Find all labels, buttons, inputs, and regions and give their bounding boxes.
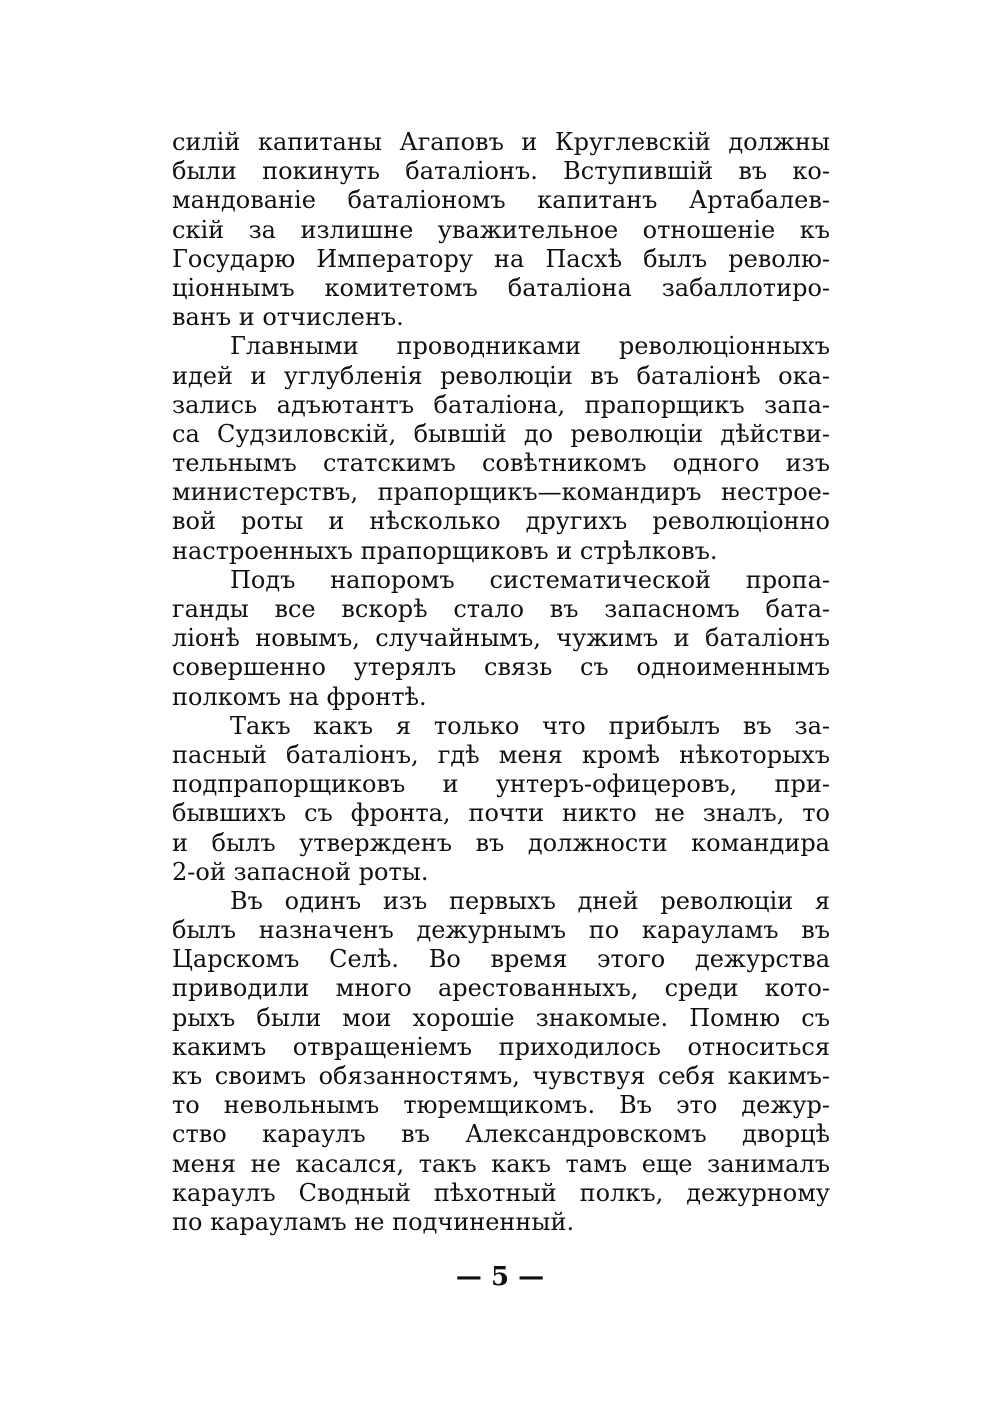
text-line: силій капитаны Агаповъ и Круглевскій должны bbox=[172, 128, 830, 156]
text-line: къ своимъ обязанностямъ, чувствуя себя какимъ- bbox=[172, 1062, 830, 1090]
text-line: рыхъ были мои хорошіе знакомые. Помню съ bbox=[172, 1003, 830, 1032]
body-text bbox=[172, 128, 830, 1237]
paragraph-start-line: Подъ напоромъ систематической пропа- bbox=[230, 565, 830, 594]
text-line: подпрапорщиковъ и унтеръ-офицеровъ, при- bbox=[172, 770, 830, 799]
text-line: меня не касался, такъ какъ тамъ еще занималъ bbox=[172, 1149, 830, 1178]
text-line: ліонѣ новымъ, случайнымъ, чужимъ и баталіонъ bbox=[172, 624, 830, 653]
text-line: караулъ Сводный пѣхотный полкъ, дежурному bbox=[172, 1178, 830, 1207]
text-line: Государю Императору на Пасхѣ былъ револю- bbox=[172, 244, 830, 273]
text-line: по карауламъ не подчиненный. bbox=[172, 1207, 575, 1236]
text-line: были покинуть баталіонъ. Вступившій въ ко- bbox=[172, 157, 830, 186]
text-line: министерствъ, прапорщикъ—командиръ нестрое- bbox=[172, 478, 830, 507]
text-line: идей и углубленія революціи въ баталіонѣ ока- bbox=[172, 361, 830, 390]
text-line: былъ назначенъ дежурнымъ по карауламъ въ bbox=[172, 916, 830, 945]
text-line: ціоннымъ комитетомъ баталіона забаллотиро- bbox=[172, 273, 830, 302]
text-line: вой роты и нѣсколько другихъ революціонно bbox=[172, 507, 830, 536]
text-line: то невольнымъ тюремщикомъ. Въ это дежур- bbox=[172, 1091, 830, 1120]
text-line: зались адъютантъ баталіона, прапорщикъ запа- bbox=[172, 390, 830, 419]
text-line: ганды все вскорѣ стало въ запасномъ бата- bbox=[172, 595, 830, 623]
text-line: бывшихъ съ фронта, почти никто не зналъ, то bbox=[172, 799, 830, 828]
text-line: ство караулъ въ Александровскомъ дворцѣ bbox=[172, 1120, 830, 1149]
paragraph-start-line: Главными проводниками революціонныхъ bbox=[230, 332, 830, 361]
paragraph-start-line: Въ одинъ изъ первыхъ дней революціи я bbox=[230, 886, 830, 915]
text-line: пасный баталіонъ, гдѣ меня кромѣ нѣкоторыхъ bbox=[172, 740, 830, 769]
text-line: са Судзиловскій, бывшій до революціи дѣйстви- bbox=[172, 419, 830, 448]
text-line: Царскомъ Селѣ. Во время этого дежурства bbox=[172, 945, 830, 974]
text-line: приводили много арестованныхъ, среди кото- bbox=[172, 974, 830, 1003]
paragraph-start-line: Такъ какъ я только что прибылъ въ за- bbox=[230, 711, 830, 740]
text-line: мандованіе баталіономъ капитанъ Артабалев- bbox=[172, 186, 830, 215]
page-number: — 5 — bbox=[455, 1262, 545, 1292]
text-line: полкомъ на фронтѣ. bbox=[172, 682, 427, 711]
text-line: какимъ отвращеніемъ приходилось относиться bbox=[172, 1032, 830, 1061]
text-line: тельнымъ статскимъ совѣтникомъ одного изъ bbox=[172, 449, 830, 478]
text-line: ванъ и отчисленъ. bbox=[172, 303, 404, 332]
text-line: и былъ утвержденъ въ должности командира bbox=[172, 828, 830, 857]
text-line: совершенно утерялъ связь съ одноименнымъ bbox=[172, 653, 830, 682]
text-line: скій за излишне уважительное отношеніе къ bbox=[172, 215, 830, 244]
text-line: 2-ой запасной роты. bbox=[172, 857, 429, 886]
text-line: настроенныхъ прапорщиковъ и стрѣлковъ. bbox=[172, 536, 718, 565]
